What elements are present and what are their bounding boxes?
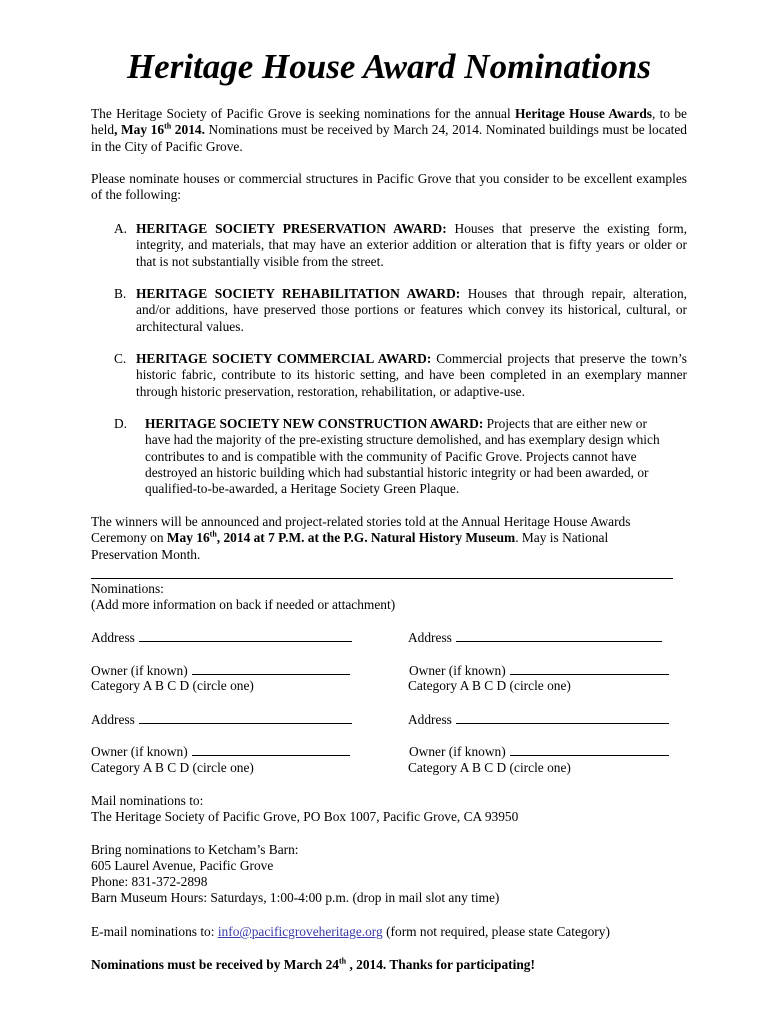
mail-heading: Mail nominations to:: [91, 793, 204, 808]
nomination-4-owner: Owner (if known): [409, 743, 669, 760]
nomination-1-address: Address: [91, 629, 352, 646]
nomination-4-category[interactable]: Category A B C D (circle one): [408, 760, 571, 775]
address-field[interactable]: [456, 629, 662, 642]
owner-field[interactable]: [192, 662, 350, 675]
nominations-note: (Add more information on back if needed or attachment): [91, 597, 396, 612]
intro-paragraph: The Heritage Society of Pacific Grove is seeking nominations for the annual Heritage House Awards, to be held, May 16th 2014. Nominations must be received by March 24, 2014. Nominated buildings must be located in the City of Pacific Grove.: [91, 106, 688, 154]
address-field[interactable]: [139, 629, 352, 642]
divider: [91, 578, 673, 579]
nomination-2-address: Address: [408, 629, 662, 646]
award-name: HERITAGE SOCIETY NEW CONSTRUCTION AWARD:: [145, 416, 484, 431]
closing-line: Nominations must be received by March 24th , 2014. Thanks for participating!: [91, 956, 535, 972]
email-line: E-mail nominations to: info@pacificgroveheritage.org (form not required, please state Category): [91, 924, 610, 939]
owner-field[interactable]: [192, 743, 350, 756]
instructions-paragraph: Please nominate houses or commercial structures in Pacific Grove that you consider to be excellent examples of the following:: [91, 171, 687, 203]
nomination-2-category[interactable]: Category A B C D (circle one): [408, 678, 571, 693]
page-title: Heritage House Award Nominations: [126, 47, 652, 86]
nomination-3-owner: Owner (if known): [91, 743, 350, 760]
nomination-1-owner: Owner (if known): [91, 662, 350, 679]
award-name: HERITAGE SOCIETY COMMERCIAL AWARD:: [136, 351, 432, 366]
mail-address: The Heritage Society of Pacific Grove, PO Box 1007, Pacific Grove, CA 93950: [91, 809, 519, 824]
nomination-3-address: Address: [91, 711, 352, 728]
owner-field[interactable]: [510, 662, 669, 675]
owner-field[interactable]: [510, 743, 669, 756]
winners-paragraph: The winners will be announced and project-related stories told at the Annual Heritage House Awards Ceremony on May 16th, 2014 at 7 P.M. at the P.G. Natural History Museum. May is National Preservation Month.: [91, 514, 631, 562]
nomination-3-category[interactable]: Category A B C D (circle one): [91, 760, 254, 775]
bring-heading: Bring nominations to Ketcham’s Barn:: [91, 842, 299, 857]
bring-street: 605 Laurel Avenue, Pacific Grove: [91, 858, 274, 873]
nomination-2-owner: Owner (if known): [409, 662, 669, 679]
email-link[interactable]: info@pacificgroveheritage.org: [217, 924, 383, 939]
nomination-1-category[interactable]: Category A B C D (circle one): [91, 678, 254, 693]
nomination-4-address: Address: [408, 711, 669, 728]
award-name: HERITAGE SOCIETY PRESERVATION AWARD:: [136, 221, 447, 236]
nominations-label: Nominations:: [91, 581, 164, 596]
address-field[interactable]: [139, 711, 352, 724]
award-name: HERITAGE SOCIETY REHABILITATION AWARD:: [136, 286, 461, 301]
address-field[interactable]: [456, 711, 669, 724]
bring-phone: Phone: 831-372-2898: [91, 874, 208, 889]
bring-hours: Barn Museum Hours: Saturdays, 1:00-4:00 p.m. (drop in mail slot any time): [91, 890, 500, 905]
